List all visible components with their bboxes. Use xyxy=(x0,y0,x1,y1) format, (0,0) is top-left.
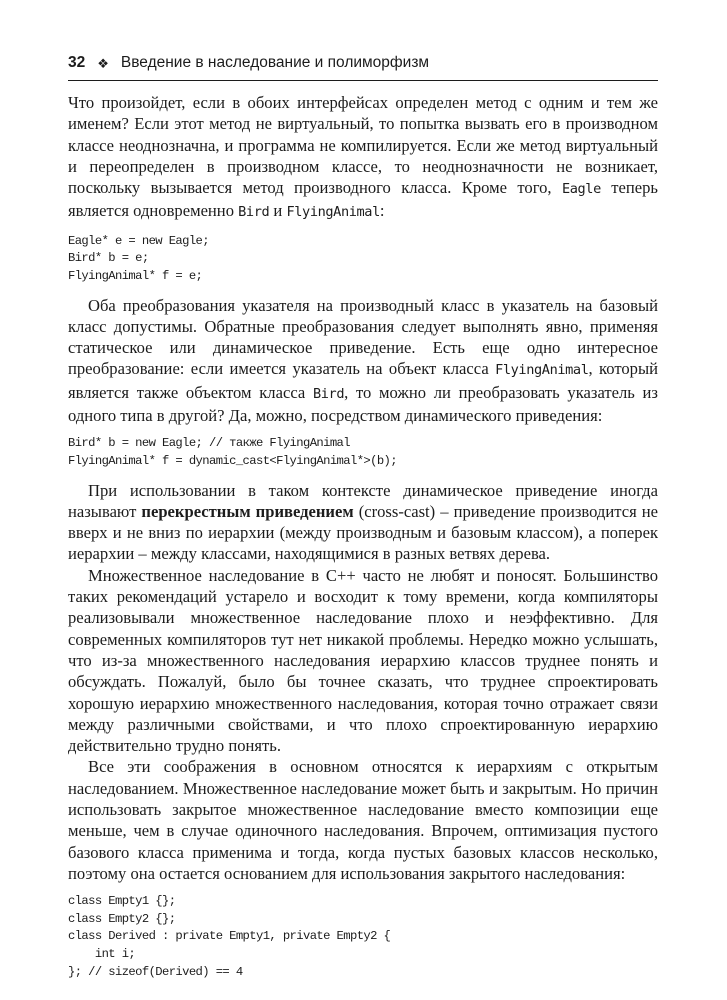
chapter-title: Введение в наследование и полиморфизм xyxy=(120,54,430,71)
ornament-icon: ❖ xyxy=(97,56,109,71)
text-run: При использовании в таком контексте динамическое приведение иногда называют xyxy=(68,480,658,521)
text-run: и xyxy=(269,201,287,221)
code-listing-2 xyxy=(68,435,658,470)
code-listing-3 xyxy=(68,893,658,981)
paragraph-private-inheritance: Все эти соображения в основном относятся к иерархиям с открытым наследованием. Множественное наследование может быть и закрытым. Но причин использовать закрытое множественное наследование вместо композиции еще меньше, чем в случае одиночного наследования. Впрочем, оптимизация пустого базового класса применима и тогда, когда пустых базовых классов несколько, поэтому она остается основанием для использования закрытого наследования: xyxy=(68,757,658,883)
paragraph-cross-cast xyxy=(68,480,658,565)
page-body xyxy=(68,92,658,990)
inline-code: Eagle xyxy=(561,181,601,198)
text-run: : xyxy=(379,201,385,221)
text-run: Что произойдет, если в обоих интерфейсах определен метод с одним и тем же именем? Если этот метод не виртуальный, то попытка вызвать его в производном классе неоднозначна, и программа не компилируется. Если же метод виртуальный и переопределен в производном классе, то неоднозначности не возникает, поскольку вызывается метод производного класса. Кроме того, xyxy=(68,93,658,198)
bold-term: перекрестным приведением xyxy=(141,501,354,521)
inline-code: FlyingAnimal xyxy=(286,204,380,221)
paragraph-ambiguity xyxy=(68,92,658,224)
code-listing-1 xyxy=(68,233,658,286)
page-number: 32 xyxy=(68,54,86,71)
inline-code: Bird xyxy=(312,385,345,402)
inline-code: FlyingAnimal xyxy=(495,362,589,379)
code-text: Bird* b = new Eagle; // также FlyingAnimal FlyingAnimal* f = dynamic_cast<FlyingAnimal*>(b); xyxy=(68,436,397,468)
text-run: теперь является одновременно xyxy=(68,178,658,221)
text-run: , то можно ли преобразовать указатель из одного типа в другой? Да, можно, посредством динамического приведения: xyxy=(68,382,658,426)
text-run: (cross-cast) – приведение производится не вверх и не вниз по иерархии (между производным и базовым классом), а поперек иерархии – между классами, находящимися в разных ветвях дерева. xyxy=(68,501,658,564)
paragraph-multiple-inheritance: Множественное наследование в C++ часто не любят и поносят. Большинство таких рекомендаций устарело и восходит к тому времени, когда компиляторы реализовывали множественное наследование плохо и неэффективно. Для современных компиляторов тут нет никакой проблемы. Нередко можно услышать, что из-за множественного наследования иерархию классов труднее понять и обсуждать. Пожалуй, было бы точнее сказать, что труднее спроектировать хорошую иерархию множественного наследования, которая точно отражает связи между различными свойствами, и что плохо спроектированную иерархию действительно трудно понять. xyxy=(68,565,658,756)
running-header xyxy=(68,54,658,81)
code-text: class Empty1 {}; class Empty2 {}; class Derived : private Empty1, private Empty2 { int i; }; // sizeof(Derived) == 4 xyxy=(68,894,391,979)
paragraph-conversions xyxy=(68,295,658,427)
text-run: , который является также объектом класса xyxy=(68,359,658,402)
inline-code: Bird xyxy=(238,204,270,221)
text-run: Оба преобразования указателя на производный класс в указатель на базовый класс допустимы. Обратные преобразования следует выполнять явно, применяя статическое или динамическое приведение. Есть еще одно интересное преобразование: если имеется указатель на объект класса xyxy=(68,295,658,379)
code-text: Eagle* e = new Eagle; Bird* b = e; FlyingAnimal* f = e; xyxy=(68,233,209,283)
